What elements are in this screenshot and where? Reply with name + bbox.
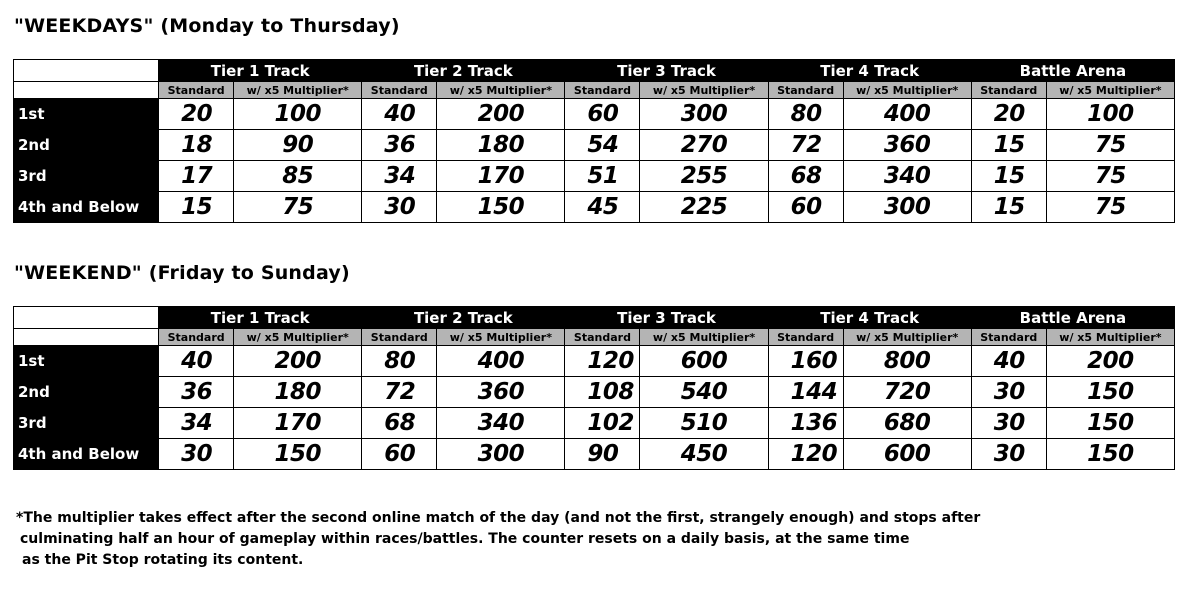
multiplier-points-cell: 170 <box>437 161 565 192</box>
weekend-points-table <box>13 306 1175 470</box>
multiplier-points-cell: 270 <box>640 130 768 161</box>
standard-points-cell: 40 <box>971 346 1046 377</box>
multiplier-column-header: w/ x5 Multiplier* <box>1046 82 1174 99</box>
multiplier-points-cell: 150 <box>1046 377 1174 408</box>
tier-header: Tier 3 Track <box>565 307 768 329</box>
tier-header: Tier 4 Track <box>768 60 971 82</box>
weekdays-points-table <box>13 59 1175 223</box>
tier-header-row <box>14 60 1175 82</box>
multiplier-column-header: w/ x5 Multiplier* <box>843 329 971 346</box>
multiplier-points-cell: 400 <box>843 99 971 130</box>
multiplier-points-cell: 600 <box>640 346 768 377</box>
multiplier-points-cell: 300 <box>437 439 565 470</box>
standard-points-cell: 68 <box>768 161 843 192</box>
header-corner <box>14 329 159 346</box>
multiplier-points-cell: 75 <box>234 192 362 223</box>
standard-points-cell: 18 <box>159 130 234 161</box>
multiplier-points-cell: 200 <box>437 99 565 130</box>
tier-header: Tier 2 Track <box>362 307 565 329</box>
weekend-title: "WEEKEND" (Friday to Sunday) <box>14 262 350 284</box>
standard-points-cell: 15 <box>971 130 1046 161</box>
tier-header: Tier 1 Track <box>159 307 362 329</box>
standard-points-cell: 160 <box>768 346 843 377</box>
multiplier-points-cell: 225 <box>640 192 768 223</box>
placement-label: 2nd <box>14 130 159 161</box>
standard-column-header: Standard <box>971 82 1046 99</box>
placement-row <box>14 192 1175 223</box>
standard-points-cell: 40 <box>159 346 234 377</box>
multiplier-column-header: w/ x5 Multiplier* <box>437 329 565 346</box>
standard-points-cell: 68 <box>362 408 437 439</box>
multiplier-points-cell: 150 <box>437 192 565 223</box>
standard-points-cell: 144 <box>768 377 843 408</box>
multiplier-points-cell: 540 <box>640 377 768 408</box>
multiplier-column-header: w/ x5 Multiplier* <box>843 82 971 99</box>
multiplier-points-cell: 360 <box>437 377 565 408</box>
multiplier-points-cell: 170 <box>234 408 362 439</box>
multiplier-points-cell: 85 <box>234 161 362 192</box>
multiplier-points-cell: 800 <box>843 346 971 377</box>
standard-points-cell: 34 <box>362 161 437 192</box>
standard-points-cell: 20 <box>971 99 1046 130</box>
multiplier-column-header: w/ x5 Multiplier* <box>640 329 768 346</box>
standard-points-cell: 60 <box>768 192 843 223</box>
multiplier-points-cell: 680 <box>843 408 971 439</box>
placement-row <box>14 161 1175 192</box>
standard-points-cell: 30 <box>971 439 1046 470</box>
multiplier-points-cell: 300 <box>640 99 768 130</box>
standard-points-cell: 60 <box>362 439 437 470</box>
standard-points-cell: 102 <box>565 408 640 439</box>
standard-points-cell: 36 <box>159 377 234 408</box>
standard-points-cell: 136 <box>768 408 843 439</box>
standard-points-cell: 15 <box>971 192 1046 223</box>
footnote-line: as the Pit Stop rotating its content. <box>22 552 304 568</box>
multiplier-points-cell: 600 <box>843 439 971 470</box>
multiplier-footnote <box>16 508 1116 571</box>
standard-points-cell: 120 <box>565 346 640 377</box>
standard-points-cell: 15 <box>159 192 234 223</box>
placement-label: 1st <box>14 99 159 130</box>
multiplier-points-cell: 90 <box>234 130 362 161</box>
multiplier-points-cell: 400 <box>437 346 565 377</box>
standard-column-header: Standard <box>159 82 234 99</box>
standard-column-header: Standard <box>768 82 843 99</box>
placement-row <box>14 377 1175 408</box>
placement-label: 4th and Below <box>14 192 159 223</box>
placement-row <box>14 439 1175 470</box>
standard-points-cell: 30 <box>971 377 1046 408</box>
standard-points-cell: 30 <box>159 439 234 470</box>
standard-points-cell: 30 <box>971 408 1046 439</box>
weekdays-title: "WEEKDAYS" (Monday to Thursday) <box>14 15 400 37</box>
tier-header: Battle Arena <box>971 307 1174 329</box>
placement-label: 3rd <box>14 161 159 192</box>
standard-column-header: Standard <box>362 82 437 99</box>
standard-points-cell: 45 <box>565 192 640 223</box>
standard-column-header: Standard <box>362 329 437 346</box>
multiplier-points-cell: 300 <box>843 192 971 223</box>
header-corner <box>14 82 159 99</box>
standard-column-header: Standard <box>768 329 843 346</box>
standard-points-cell: 80 <box>768 99 843 130</box>
multiplier-points-cell: 75 <box>1046 192 1174 223</box>
footnote-line: *The multiplier takes effect after the second online match of the day (and not the first, strangely enough) and stops after <box>16 510 981 526</box>
multiplier-points-cell: 75 <box>1046 161 1174 192</box>
multiplier-points-cell: 180 <box>234 377 362 408</box>
multiplier-points-cell: 720 <box>843 377 971 408</box>
multiplier-points-cell: 450 <box>640 439 768 470</box>
multiplier-points-cell: 150 <box>1046 408 1174 439</box>
placement-label: 4th and Below <box>14 439 159 470</box>
multiplier-points-cell: 200 <box>234 346 362 377</box>
multiplier-points-cell: 510 <box>640 408 768 439</box>
multiplier-column-header: w/ x5 Multiplier* <box>437 82 565 99</box>
header-corner <box>14 60 159 82</box>
standard-points-cell: 34 <box>159 408 234 439</box>
footnote-line: culminating half an hour of gameplay within races/battles. The counter resets on a daily basis, at the same time <box>20 531 910 547</box>
placement-row <box>14 346 1175 377</box>
placement-row <box>14 130 1175 161</box>
standard-column-header: Standard <box>565 329 640 346</box>
tier-header: Tier 2 Track <box>362 60 565 82</box>
multiplier-column-header: w/ x5 Multiplier* <box>234 329 362 346</box>
tier-header: Tier 3 Track <box>565 60 768 82</box>
multiplier-column-header: w/ x5 Multiplier* <box>1046 329 1174 346</box>
multiplier-points-cell: 340 <box>437 408 565 439</box>
multiplier-points-cell: 360 <box>843 130 971 161</box>
standard-points-cell: 108 <box>565 377 640 408</box>
placement-label: 3rd <box>14 408 159 439</box>
standard-points-cell: 15 <box>971 161 1046 192</box>
tier-header-row <box>14 307 1175 329</box>
tier-header: Tier 1 Track <box>159 60 362 82</box>
multiplier-points-cell: 100 <box>234 99 362 130</box>
standard-points-cell: 72 <box>362 377 437 408</box>
standard-points-cell: 17 <box>159 161 234 192</box>
standard-points-cell: 60 <box>565 99 640 130</box>
standard-column-header: Standard <box>159 329 234 346</box>
multiplier-points-cell: 150 <box>1046 439 1174 470</box>
standard-points-cell: 40 <box>362 99 437 130</box>
standard-column-header: Standard <box>971 329 1046 346</box>
multiplier-column-header: w/ x5 Multiplier* <box>234 82 362 99</box>
multiplier-column-header: w/ x5 Multiplier* <box>640 82 768 99</box>
standard-points-cell: 51 <box>565 161 640 192</box>
placement-row <box>14 99 1175 130</box>
standard-points-cell: 36 <box>362 130 437 161</box>
standard-points-cell: 30 <box>362 192 437 223</box>
multiplier-points-cell: 75 <box>1046 130 1174 161</box>
standard-points-cell: 90 <box>565 439 640 470</box>
standard-points-cell: 120 <box>768 439 843 470</box>
tier-header: Battle Arena <box>971 60 1174 82</box>
tier-header: Tier 4 Track <box>768 307 971 329</box>
multiplier-points-cell: 100 <box>1046 99 1174 130</box>
standard-points-cell: 20 <box>159 99 234 130</box>
standard-points-cell: 54 <box>565 130 640 161</box>
sub-header-row <box>14 82 1175 99</box>
standard-points-cell: 80 <box>362 346 437 377</box>
multiplier-points-cell: 150 <box>234 439 362 470</box>
header-corner <box>14 307 159 329</box>
standard-column-header: Standard <box>565 82 640 99</box>
standard-points-cell: 72 <box>768 130 843 161</box>
multiplier-points-cell: 200 <box>1046 346 1174 377</box>
multiplier-points-cell: 255 <box>640 161 768 192</box>
placement-label: 2nd <box>14 377 159 408</box>
placement-row <box>14 408 1175 439</box>
multiplier-points-cell: 180 <box>437 130 565 161</box>
sub-header-row <box>14 329 1175 346</box>
multiplier-points-cell: 340 <box>843 161 971 192</box>
placement-label: 1st <box>14 346 159 377</box>
